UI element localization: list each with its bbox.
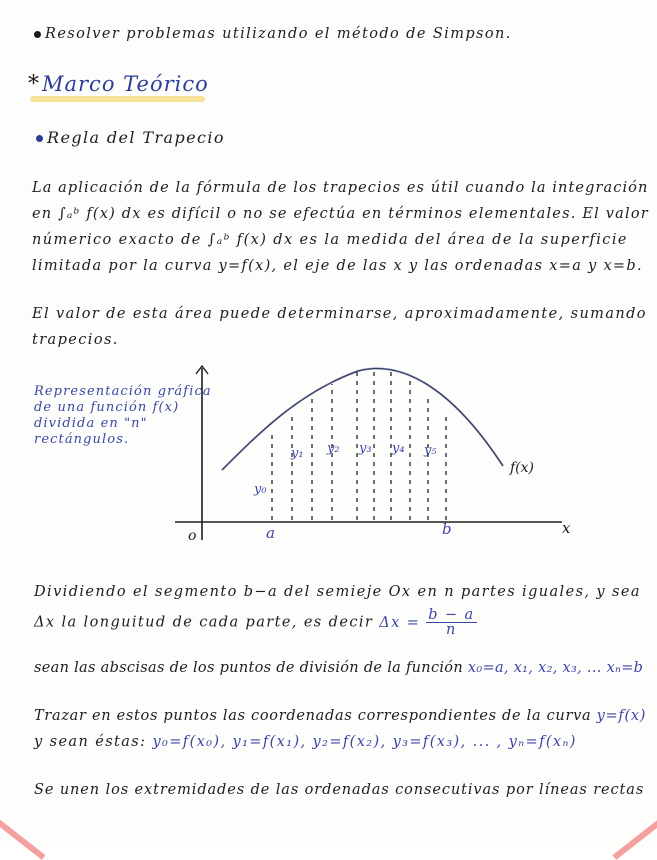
caption-line-2: de una función f(x) — [34, 400, 180, 415]
objective-line: Resolver problemas utilizando el método de Simpson. — [34, 26, 512, 42]
paragraph-5-line-1: Trazar en estos puntos las coordenadas correspondientes de la curva y=f(x) — [34, 708, 647, 724]
y4-label: y₄ — [392, 441, 405, 456]
subheading-rule: Regla del Trapecio — [36, 128, 225, 147]
paragraph-4: sean las abscisas de los puntos de división de la función x₀=a, x₁, x₂, x₃, ... xₙ=b — [34, 660, 644, 676]
ordinates-formula: y₀=f(x₀), y₁=f(x₁), y₂=f(x₂), y₃=f(x₃), ... , yₙ=f(xₙ) — [152, 734, 577, 750]
y2-label: y₂ — [327, 441, 340, 456]
paragraph-3-line-1: Dividiendo el segmento b−a del semieje Ox en n partes iguales, y sea — [34, 584, 641, 600]
a-label: a — [266, 524, 275, 542]
curve-label: f(x) — [510, 460, 535, 476]
paragraph-1-line-2: en ∫ₐᵇ f(x) dx es difícil o no se efectúa en términos elementales. El valor — [32, 206, 649, 222]
y5-label: y₅ — [424, 443, 437, 458]
caption-line-3: dividida en "n" — [34, 416, 148, 431]
paragraph-2-line-2: trapecios. — [32, 332, 119, 348]
paragraph-3-line-2: Δx la longuitud de cada parte, es decir Δx = $\frac{b - a}{n}$ — [34, 607, 475, 638]
paragraph-1-line-1: La aplicación de la fórmula de los trapecios es útil cuando la integración — [32, 180, 649, 196]
delta-x-formula: Δx = $\frac{b - a}{n}$ — [379, 607, 475, 638]
delta-x-fraction: $\frac{b - a}{n}$ — [428, 607, 475, 638]
heading-text: Marco Teórico — [42, 72, 209, 96]
curve-formula: y=f(x) — [596, 708, 647, 724]
heading-star: * — [28, 72, 40, 97]
y1-label: y₁ — [291, 446, 304, 461]
x-axis-label: x — [562, 519, 571, 537]
paragraph-1-line-4: limitada por la curva y=f(x), el eje de las x y las ordenadas x=a y x=b. — [32, 258, 643, 274]
paragraph-5-line-2: y sean éstas: y₀=f(x₀), y₁=f(x₁), y₂=f(x₂), y₃=f(x₃), ... , yₙ=f(xₙ) — [34, 734, 577, 750]
paragraph-6-line-1: Se unen los extremidades de las ordenadas consecutivas por líneas rectas — [34, 782, 645, 798]
b-label: b — [442, 520, 452, 538]
y0-label: y₀ — [254, 482, 267, 497]
abscissas-formula: x₀=a, x₁, x₂, x₃, ... xₙ=b — [467, 660, 644, 676]
caption-line-1: Representación gráfica — [34, 384, 212, 399]
caption-line-4: rectángulos. — [34, 432, 130, 447]
y3-label: y₃ — [359, 441, 372, 456]
origin-label: o — [188, 528, 197, 544]
paragraph-2-line-1: El valor de esta área puede determinarse, aproximadamente, sumando — [32, 306, 647, 322]
paragraph-1-line-3: númerico exacto de ∫ₐᵇ f(x) dx es la medida del área de la superficie — [32, 232, 628, 248]
